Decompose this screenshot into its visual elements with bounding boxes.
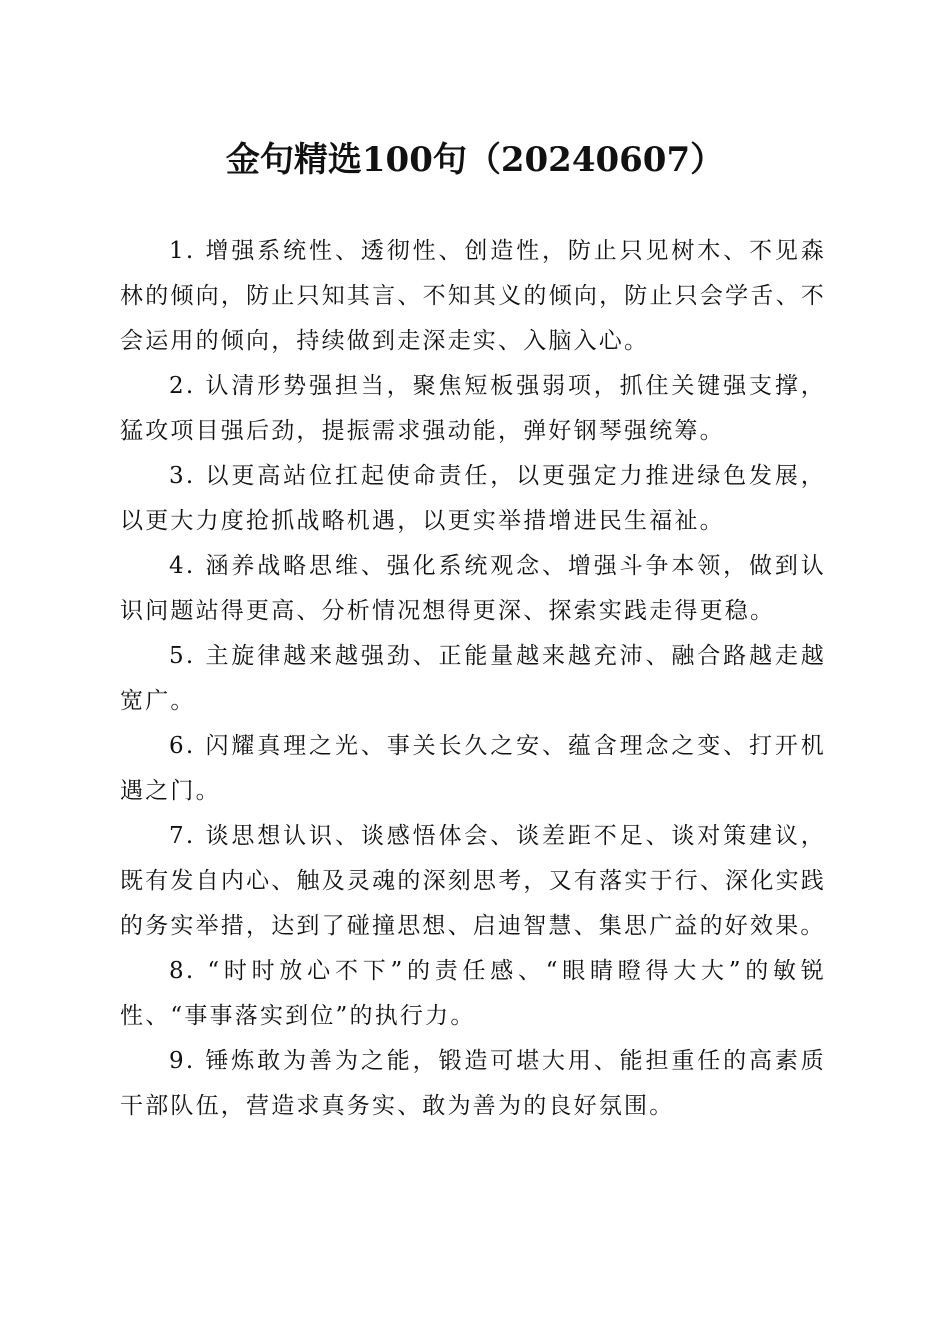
paragraph-8: 8. “时时放心不下”的责任感、“眼睛瞪得大大”的敏锐性、“事事落实到位”的执行力。 bbox=[120, 958, 826, 1029]
paragraph-1: 1. 增强系统性、透彻性、创造性，防止只见树木、不见森林的倾向，防止只知其言、不知其义的倾向，防止只会学舌、不会运用的倾向，持续做到走深走实、入脑入心。 bbox=[120, 238, 826, 354]
document-title: 金句精选100句（20240607） bbox=[225, 140, 725, 180]
paragraph-2: 2. 认清形势强担当，聚焦短板强弱项，抓住关键强支撑，猛攻项目强后劲，提振需求强动能，弹好钢琴强统筹。 bbox=[120, 373, 826, 444]
paragraph-7: 7. 谈思想认识、谈感悟体会、谈差距不足、谈对策建议，既有发自内心、触及灵魂的深刻思考，又有落实于行、深化实践的务实举措，达到了碰撞思想、启迪智慧、集思广益的好效果。 bbox=[120, 823, 826, 939]
paragraph-6: 6. 闪耀真理之光、事关长久之安、蕴含理念之变、打开机遇之门。 bbox=[120, 733, 826, 804]
paragraph-5: 5. 主旋律越来越强劲、正能量越来越充沛、融合路越走越宽广。 bbox=[120, 643, 826, 714]
paragraph-9: 9. 锤炼敢为善为之能，锻造可堪大用、能担重任的高素质干部队伍，营造求真务实、敢为善为的良好氛围。 bbox=[120, 1048, 826, 1119]
paragraph-3: 3. 以更高站位扛起使命责任，以更强定力推进绿色发展，以更大力度抢抓战略机遇，以更实举措增进民生福祉。 bbox=[120, 463, 826, 534]
paragraph-4: 4. 涵养战略思维、强化系统观念、增强斗争本领，做到认识问题站得更高、分析情况想得更深、探索实践走得更稳。 bbox=[120, 553, 826, 624]
document-body bbox=[120, 229, 826, 1129]
